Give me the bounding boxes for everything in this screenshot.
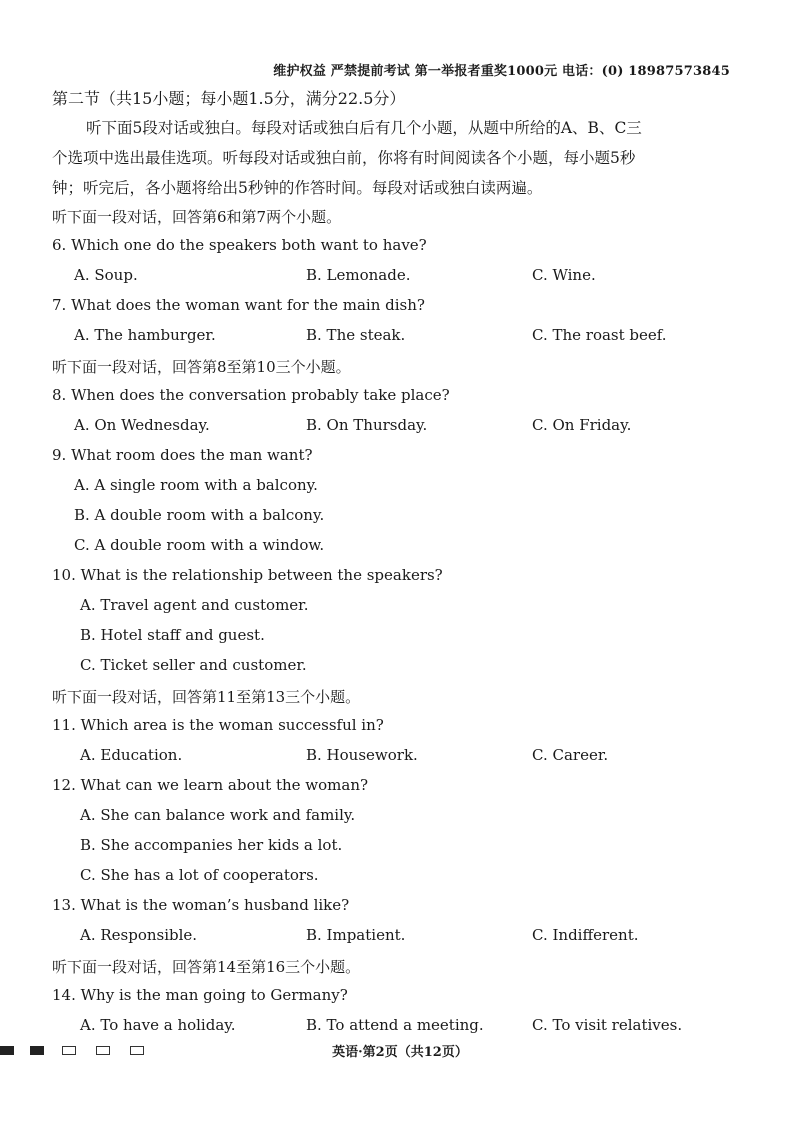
instruction-line-2: 个选项中选出最佳选项。听每段对话或独白前，你将有时间阅读各个小题，每小题5秒 [52,149,636,167]
question-10-option-c[interactable]: C. Ticket seller and customer. [80,656,307,674]
question-14-option-c[interactable]: C. To visit relatives. [532,1016,683,1034]
question-12-stem: 12. What can we learn about the woman? [52,776,369,794]
group-heading-4: 听下面一段对话，回答第14至第16三个小题。 [52,958,361,976]
question-6-option-b[interactable]: B. Lemonade. [306,266,411,284]
question-11-option-c[interactable]: C. Career. [532,746,609,764]
question-10-option-a[interactable]: A. Travel agent and customer. [80,596,309,614]
question-14-stem: 14. Why is the man going to Germany? [52,986,348,1004]
question-7-stem: 7. What does the woman want for the main dish? [52,296,425,314]
instruction-line-3: 钟；听完后，各小题将给出5秒钟的作答时间。每段对话或独白读两遍。 [52,179,543,197]
question-13-stem: 13. What is the woman’s husband like? [52,896,350,914]
question-7-option-b[interactable]: B. The steak. [306,326,406,344]
question-7-option-a[interactable]: A. The hamburger. [74,326,216,344]
question-14-option-b[interactable]: B. To attend a meeting. [306,1016,484,1034]
question-11-stem: 11. Which area is the woman successful in? [52,716,384,734]
question-14-option-a[interactable]: A. To have a holiday. [80,1016,236,1034]
question-9-option-a[interactable]: A. A single room with a balcony. [74,476,318,494]
group-heading-1: 听下面一段对话，回答第6和第7两个小题。 [52,208,342,226]
question-10-option-b[interactable]: B. Hotel staff and guest. [80,626,265,644]
page-number: 英语·第2页（共12页） [332,1045,468,1060]
group-heading-2: 听下面一段对话，回答第8至第10三个小题。 [52,358,351,376]
section-title: 第二节（共15小题；每小题1.5分，满分22.5分） [52,89,406,108]
question-12-option-a[interactable]: A. She can balance work and family. [80,806,356,824]
question-6-option-a[interactable]: A. Soup. [74,266,138,284]
page-footer [0,1041,800,1061]
question-9-option-c[interactable]: C. A double room with a window. [74,536,325,554]
question-8-option-c[interactable]: C. On Friday. [532,416,632,434]
question-9-option-b[interactable]: B. A double room with a balcony. [74,506,325,524]
question-13-option-a[interactable]: A. Responsible. [80,926,198,944]
page-header-notice: 维护权益 严禁提前考试 第一举报者重奖1000元 电话：(0) 18987573845 [273,64,730,79]
question-11-option-b[interactable]: B. Housework. [306,746,418,764]
question-6-stem: 6. Which one do the speakers both want to have? [52,236,427,254]
instruction-line-1: 听下面5段对话或独白。每段对话或独白后有几个小题，从题中所给的A、B、C三 [86,119,642,137]
question-8-option-b[interactable]: B. On Thursday. [306,416,428,434]
question-8-option-a[interactable]: A. On Wednesday. [74,416,210,434]
question-10-stem: 10. What is the relationship between the speakers? [52,566,443,584]
question-9-stem: 9. What room does the man want? [52,446,313,464]
question-12-option-c[interactable]: C. She has a lot of cooperators. [80,866,319,884]
question-13-option-c[interactable]: C. Indifferent. [532,926,639,944]
group-heading-3: 听下面一段对话，回答第11至第13三个小题。 [52,688,361,706]
question-11-option-a[interactable]: A. Education. [80,746,183,764]
question-7-option-c[interactable]: C. The roast beef. [532,326,667,344]
question-13-option-b[interactable]: B. Impatient. [306,926,406,944]
question-6-option-c[interactable]: C. Wine. [532,266,596,284]
question-12-option-b[interactable]: B. She accompanies her kids a lot. [80,836,343,854]
question-8-stem: 8. When does the conversation probably take place? [52,386,450,404]
